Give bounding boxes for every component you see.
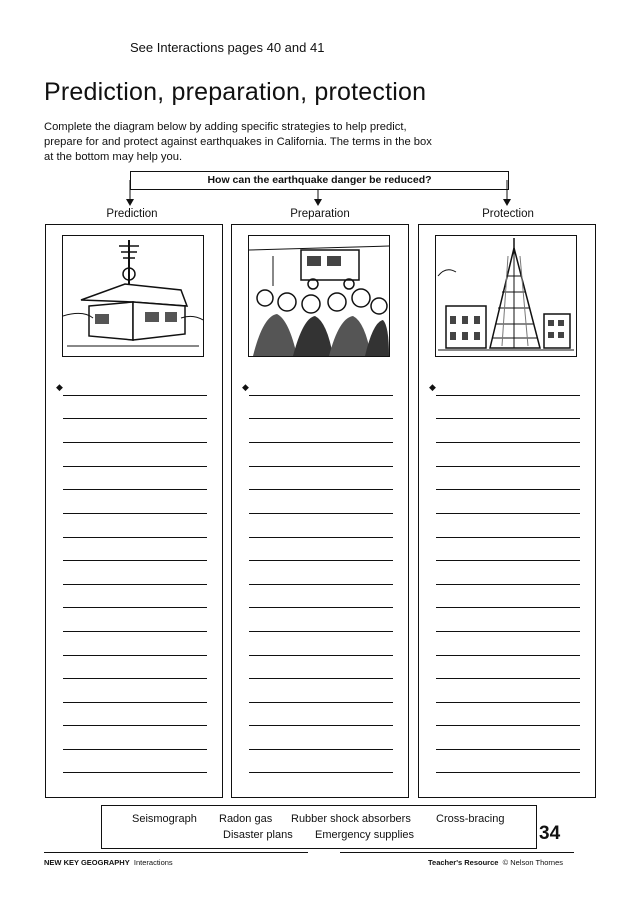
answer-line[interactable] <box>436 513 580 514</box>
answer-line[interactable] <box>249 678 393 679</box>
pyramid-skyscraper-picture <box>435 235 577 357</box>
footer-series <box>44 858 173 867</box>
column-protection <box>418 224 596 798</box>
answer-line[interactable] <box>63 631 207 632</box>
term: Emergency supplies <box>315 829 415 841</box>
diagram-connectors <box>0 0 638 230</box>
answer-line[interactable] <box>249 442 393 443</box>
term: Seismograph <box>132 813 197 825</box>
bullet-icon: ◆ <box>56 382 63 392</box>
answer-line[interactable] <box>249 749 393 750</box>
answer-line[interactable] <box>63 607 207 608</box>
footer-rule-left <box>44 852 308 853</box>
answer-line[interactable] <box>63 418 207 419</box>
answer-line[interactable] <box>436 584 580 585</box>
answer-line[interactable] <box>436 749 580 750</box>
page-reference: See Interactions pages 40 and 41 <box>130 40 325 55</box>
answer-line[interactable] <box>63 725 207 726</box>
bullet-icon: ◆ <box>242 382 249 392</box>
answer-line[interactable] <box>63 560 207 561</box>
page-title: Prediction, preparation, protection <box>44 78 427 106</box>
answer-line[interactable] <box>436 631 580 632</box>
instructions-text: Complete the diagram below by adding specific strategies to help predict, prepare for and protect against earthquakes in California. The terms in the box at the bottom may help you. <box>44 121 432 163</box>
answer-line[interactable] <box>436 537 580 538</box>
bullet-icon: ◆ <box>429 382 436 392</box>
answer-line[interactable] <box>63 442 207 443</box>
answer-line[interactable] <box>436 678 580 679</box>
answer-line[interactable] <box>63 466 207 467</box>
column-prediction <box>45 224 223 798</box>
footer-series-title: NEW KEY GEOGRAPHY <box>44 858 130 867</box>
answer-line[interactable] <box>249 584 393 585</box>
footer-rule-right <box>340 852 574 853</box>
term: Rubber shock absorbers <box>291 813 411 825</box>
answer-line[interactable] <box>63 772 207 773</box>
answer-line[interactable] <box>436 395 580 396</box>
footer-series-book: Interactions <box>133 858 173 867</box>
answer-line[interactable] <box>249 631 393 632</box>
answer-line[interactable] <box>436 607 580 608</box>
footer-resource-title: Teacher's Resource <box>428 858 499 867</box>
answer-line[interactable] <box>249 395 393 396</box>
answer-line[interactable] <box>63 749 207 750</box>
page-number: 34 <box>539 823 561 844</box>
answer-line[interactable] <box>436 466 580 467</box>
answer-line[interactable] <box>249 418 393 419</box>
answer-line[interactable] <box>249 513 393 514</box>
question-banner: How can the earthquake danger be reduced? <box>130 171 509 190</box>
answer-line[interactable] <box>63 702 207 703</box>
answer-line[interactable] <box>436 702 580 703</box>
answer-line[interactable] <box>249 655 393 656</box>
column-label-protection: Protection <box>482 208 534 220</box>
answer-line[interactable] <box>249 702 393 703</box>
answer-line[interactable] <box>249 466 393 467</box>
answer-line[interactable] <box>63 584 207 585</box>
key-terms-box <box>101 805 537 849</box>
answer-line[interactable] <box>63 395 207 396</box>
column-label-preparation: Preparation <box>290 208 350 220</box>
column-label-prediction: Prediction <box>106 208 158 220</box>
answer-line[interactable] <box>63 678 207 679</box>
term: Cross-bracing <box>436 813 505 825</box>
answer-line[interactable] <box>63 655 207 656</box>
footer-copyright: © Nelson Thornes <box>502 858 564 867</box>
answer-line[interactable] <box>436 772 580 773</box>
answer-line[interactable] <box>249 725 393 726</box>
answer-line[interactable] <box>249 560 393 561</box>
answer-line[interactable] <box>63 489 207 490</box>
answer-line[interactable] <box>436 560 580 561</box>
term: Radon gas <box>219 813 273 825</box>
answer-line[interactable] <box>249 537 393 538</box>
answer-line[interactable] <box>436 489 580 490</box>
answer-line[interactable] <box>436 442 580 443</box>
answer-line[interactable] <box>249 489 393 490</box>
answer-line[interactable] <box>63 513 207 514</box>
answer-line[interactable] <box>436 725 580 726</box>
answer-line[interactable] <box>436 418 580 419</box>
answer-line[interactable] <box>249 772 393 773</box>
seismograph-station-picture <box>62 235 204 357</box>
rescue-crowd-picture <box>248 235 390 357</box>
term: Disaster plans <box>223 829 293 841</box>
answer-line[interactable] <box>436 655 580 656</box>
answer-line[interactable] <box>249 607 393 608</box>
footer-publisher <box>428 858 563 867</box>
answer-line[interactable] <box>63 537 207 538</box>
column-preparation <box>231 224 409 798</box>
